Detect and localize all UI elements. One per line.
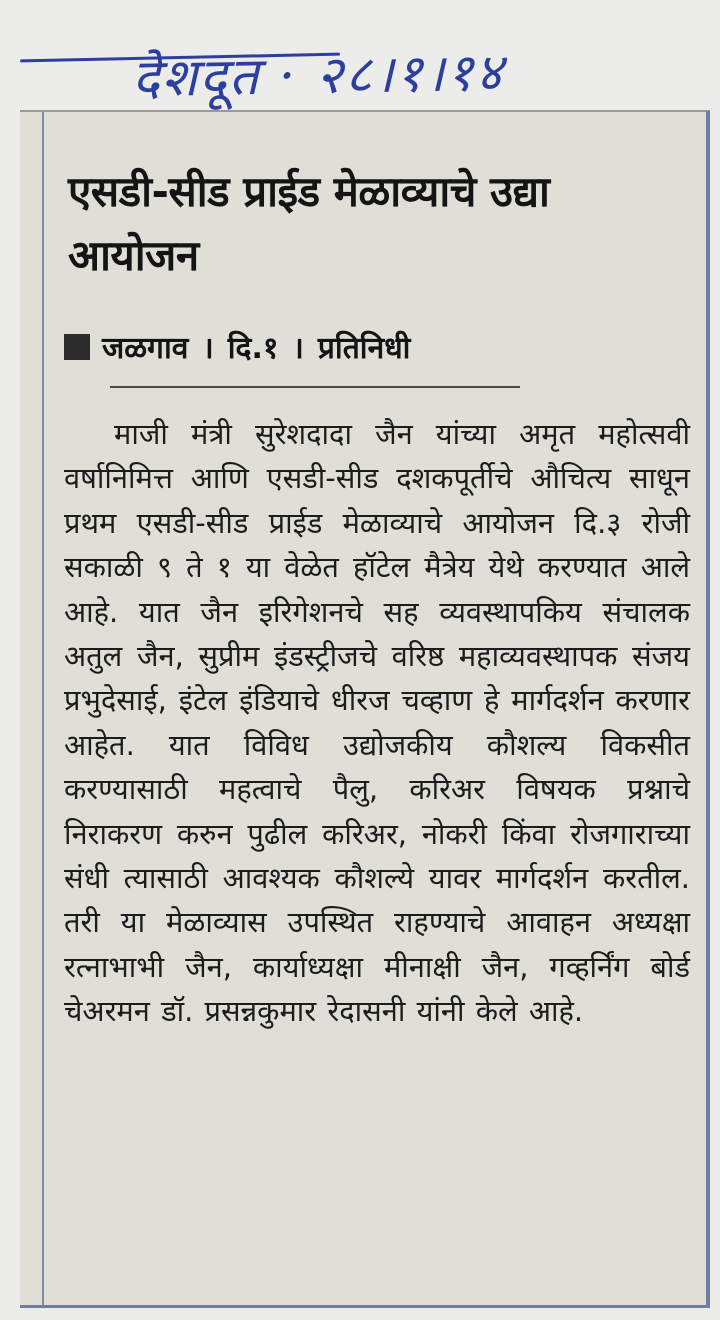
dateline-divider	[110, 386, 520, 388]
newspaper-clipping	[20, 110, 710, 1308]
square-bullet-icon	[64, 334, 90, 360]
dateline-source: प्रतिनिधी	[317, 331, 411, 366]
handwritten-annotation	[40, 30, 680, 120]
dateline-separator: ।	[292, 331, 304, 366]
dateline-date: दि.१	[227, 331, 279, 366]
article-dateline	[64, 326, 410, 367]
handwritten-source-date: देशदूत · २८।१।१४	[131, 42, 505, 110]
article-headline: एसडी-सीड प्राईड मेळाव्याचे उद्या आयोजन	[68, 167, 550, 280]
dateline-place: जळगाव	[102, 331, 189, 366]
article-body: माजी मंत्री सुरेशदादा जैन यांच्या अमृत महोत्सवी वर्षानिमित्त आणि एसडी-सीड दशकपूर्तीचे औचित्य साधून प्रथम एसडी-सीड प्राईड मेळाव्याचे आयोजन दि.३ रोजी सकाळी ९ ते १ या वेळेत हॉटेल मैत्रेय येथे करण्यात आले आहे. यात जैन इरिगेशनचे सह व्यवस्थापकिय संचालक अतुल जैन, सुप्रीम इंडस्ट्रीजचे वरिष्ठ महाव्यवस्थापक संजय प्रभुदेसाई, इंटेल इंडियाचे धीरज चव्हाण हे मार्गदर्शन करणार आहेत. यात विविध उद्योजकीय कौशल्य विकसीत करण्यासाठी महत्वाचे पैलु, करिअर विषयक प्रश्नाचे निराकरण करुन पुढील करिअर, नोकरी किंवा रोजगाराच्या संधी त्यासाठी आवश्यक कौशल्ये यावर मार्गदर्शन करतील. तरी या मेळाव्यास उपस्थित राहण्याचे आवाहन अध्यक्षा रत्नाभाभी जैन, कार्याध्यक्षा मीनाक्षी जैन, गव्हर्निंग बोर्ड चेअरमन डॉ. प्रसन्नकुमार रेदासनी यांनी केले आहे.	[64, 417, 690, 1029]
dateline-separator: ।	[202, 331, 214, 366]
column-rule	[42, 112, 44, 1305]
